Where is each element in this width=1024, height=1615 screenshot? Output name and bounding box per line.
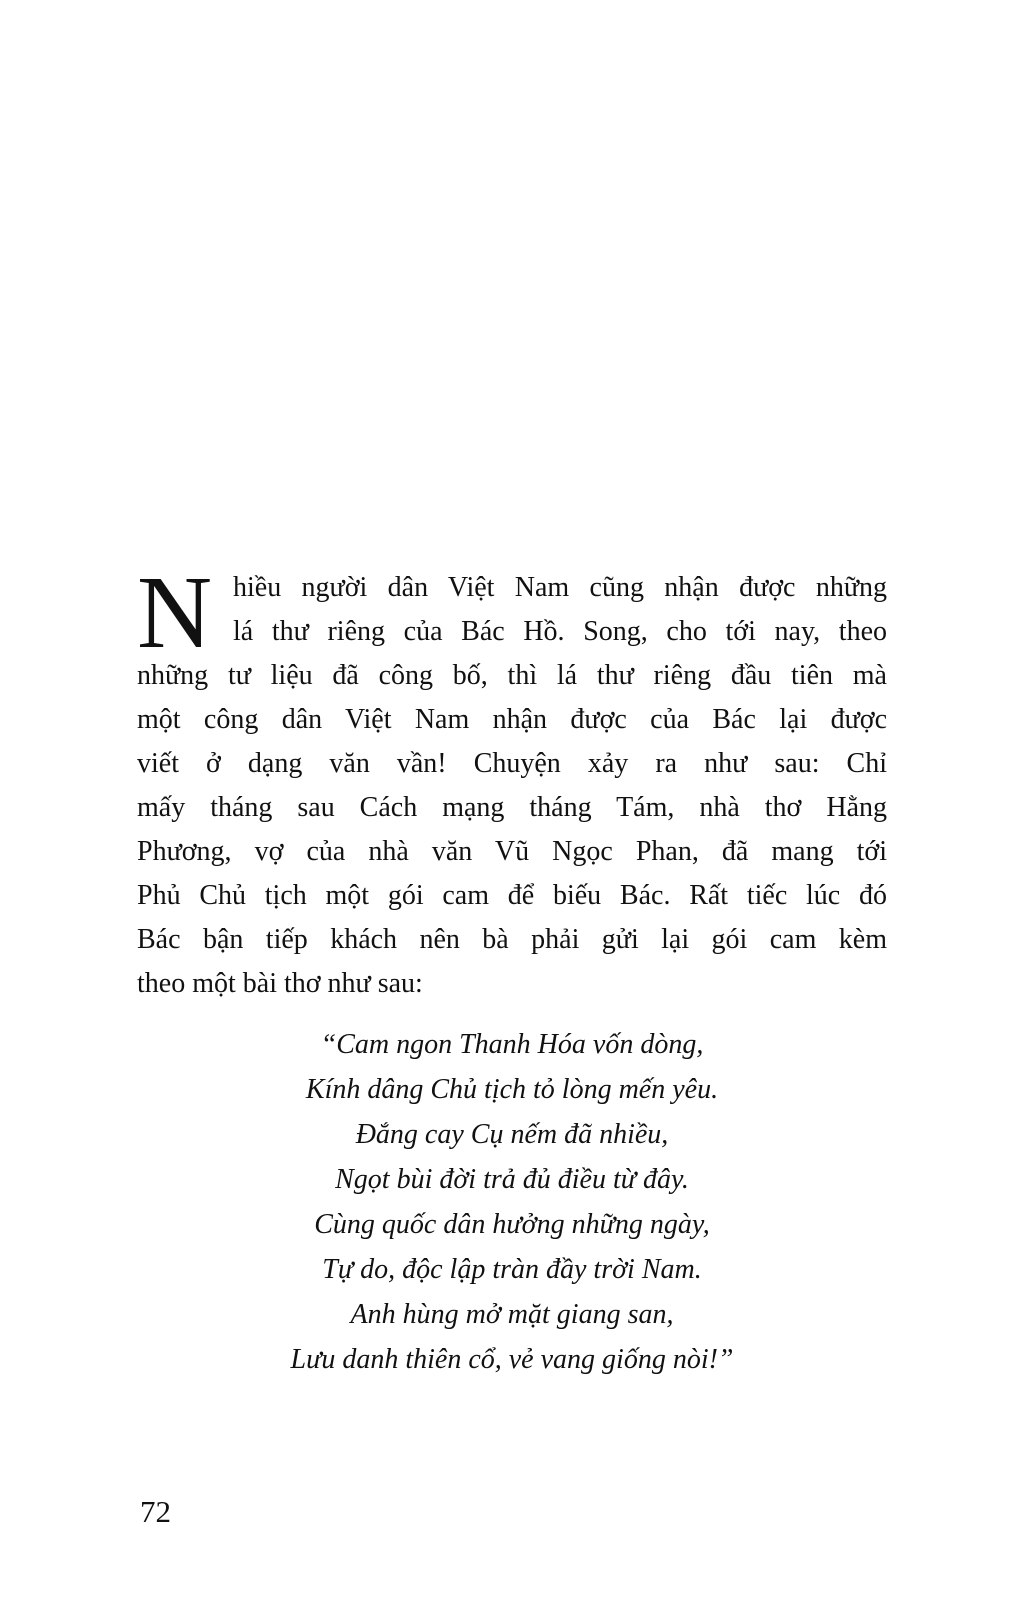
- drop-cap: N: [137, 555, 213, 670]
- page-number: 72: [140, 1494, 171, 1529]
- poem-line: Đắng cay Cụ nếm đã nhiều,: [355, 1119, 669, 1150]
- body-paragraph: [137, 555, 887, 1006]
- paragraph-line: Phương, vợ của nhà văn Vũ Ngọc Phan, đã mang tới: [137, 836, 887, 867]
- poem-line: Ngọt bùi đời trả đủ điều từ đây.: [335, 1164, 689, 1195]
- paragraph-line: Bác bận tiếp khách nên bà phải gửi lại gói cam kèm: [137, 924, 887, 955]
- poem-line: Cùng quốc dân hưởng những ngày,: [314, 1209, 710, 1240]
- paragraph-line: những tư liệu đã công bố, thì lá thư riêng đầu tiên mà: [137, 660, 887, 691]
- poem-line: “Cam ngon Thanh Hóa vốn dòng,: [320, 1029, 704, 1060]
- poem-line: Lưu danh thiên cổ, vẻ vang giống nòi!”: [290, 1344, 734, 1375]
- paragraph-line: một công dân Việt Nam nhận được của Bác lại được: [137, 704, 887, 735]
- paragraph-line: hiều người dân Việt Nam cũng nhận được những: [233, 572, 887, 603]
- paragraph-line: viết ở dạng văn vần! Chuyện xảy ra như sau: Chỉ: [137, 748, 887, 779]
- paragraph-line: mấy tháng sau Cách mạng tháng Tám, nhà thơ Hằng: [137, 792, 887, 823]
- poem-line: Kính dâng Chủ tịch tỏ lòng mến yêu.: [305, 1074, 719, 1105]
- poem-line: Tự do, độc lập tràn đầy trời Nam.: [322, 1254, 702, 1285]
- paragraph-line: theo một bài thơ như sau:: [137, 968, 423, 999]
- poem-line: Anh hùng mở mặt giang san,: [350, 1299, 674, 1330]
- paragraph-line: Phủ Chủ tịch một gói cam để biếu Bác. Rất tiếc lúc đó: [137, 880, 887, 911]
- paragraph-line: lá thư riêng của Bác Hồ. Song, cho tới nay, theo: [233, 616, 887, 647]
- poem: [137, 1022, 887, 1382]
- text-block: [137, 555, 887, 1382]
